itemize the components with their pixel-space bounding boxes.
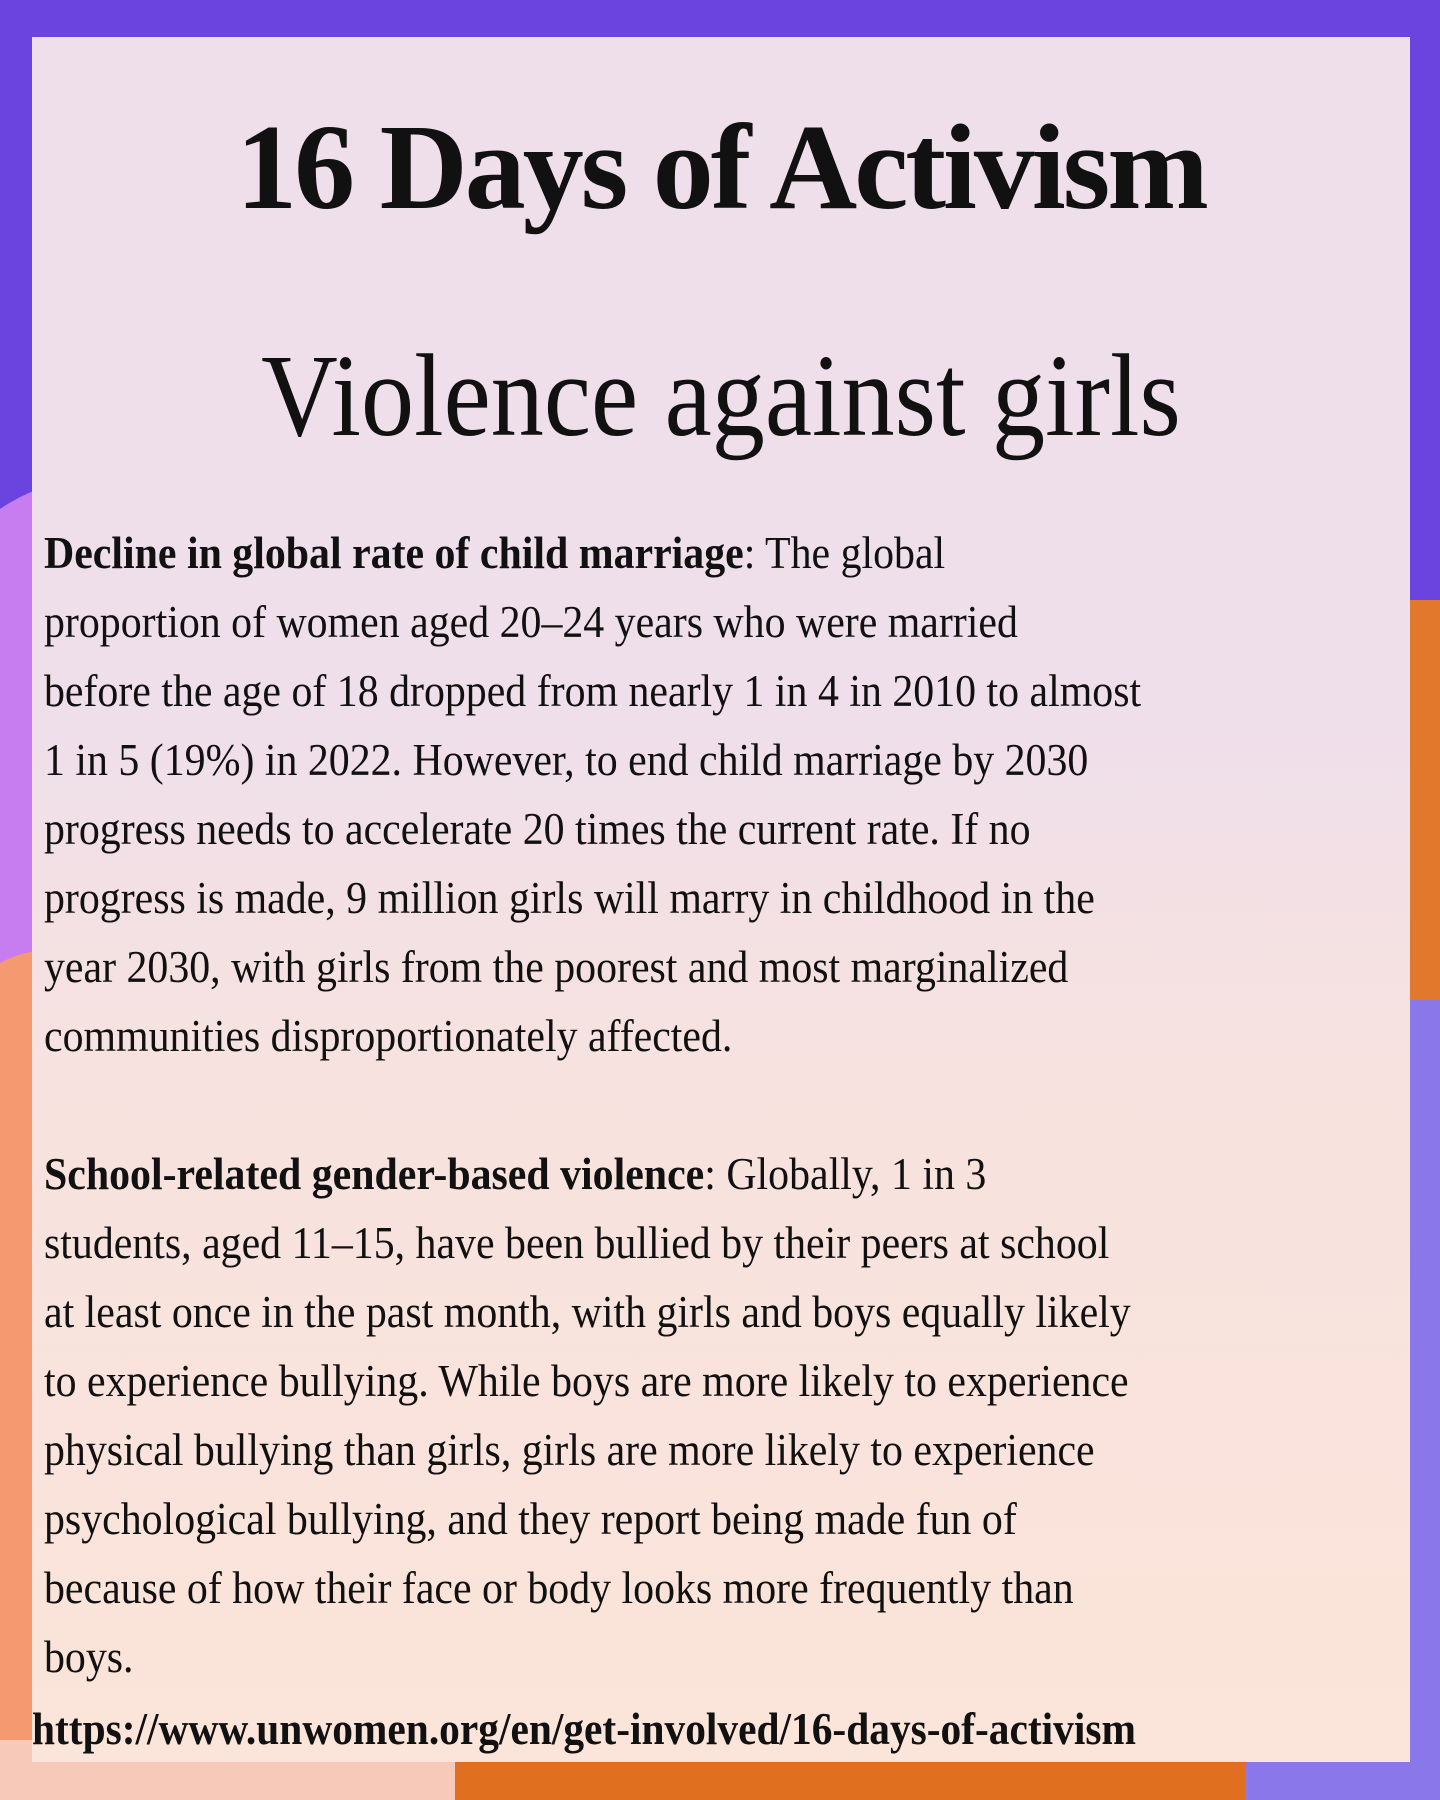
page-title: 16 Days of Activism (236, 100, 1206, 235)
paragraph-line: at least once in the past month, with girls and boys equally likely (44, 1287, 1131, 1337)
article-body (44, 519, 1224, 1692)
paragraph-text: : Globally, 1 in 3 (704, 1149, 987, 1199)
paragraph-line (44, 1140, 1141, 1209)
paragraph-line: progress needs to accelerate 20 times the current rate. If no (44, 804, 1031, 854)
paragraph-heading: Decline in global rate of child marriage (44, 528, 744, 578)
paragraph-line: communities disproportionately affected. (44, 1011, 733, 1061)
page-subtitle: Violence against girls (261, 330, 1181, 461)
paragraph-line: 1 in 5 (19%) in 2022. However, to end child marriage by 2030 (44, 735, 1089, 785)
paragraph-line: psychological bullying, and they report being made fun of (44, 1494, 1017, 1544)
source-url: https://www.unwomen.org/en/get-involved/16-days-of-activism (32, 1703, 1136, 1754)
paragraph-line: progress is made, 9 million girls will marry in childhood in the (44, 873, 1095, 923)
paragraph-line: year 2030, with girls from the poorest and most marginalized (44, 942, 1069, 992)
paragraph-line: boys. (44, 1632, 134, 1682)
paragraph-line (44, 519, 1141, 588)
paragraph-text: : The global (743, 528, 946, 578)
paragraph-line: to experience bullying. While boys are more likely to experience (44, 1356, 1129, 1406)
paragraph-line: students, aged 11–15, have been bullied by their peers at school (44, 1218, 1110, 1268)
paragraph-heading: School-related gender-based violence (44, 1149, 705, 1199)
info-card (32, 37, 1410, 1762)
paragraph-line: physical bullying than girls, girls are more likely to experience (44, 1425, 1095, 1475)
paragraph-line: before the age of 18 dropped from nearly 1 in 4 in 2010 to almost (44, 666, 1142, 716)
paragraph-line: because of how their face or body looks more frequently than (44, 1563, 1074, 1613)
paragraph-gap (44, 1071, 1224, 1140)
paragraph-line: proportion of women aged 20–24 years who were married (44, 597, 1018, 647)
